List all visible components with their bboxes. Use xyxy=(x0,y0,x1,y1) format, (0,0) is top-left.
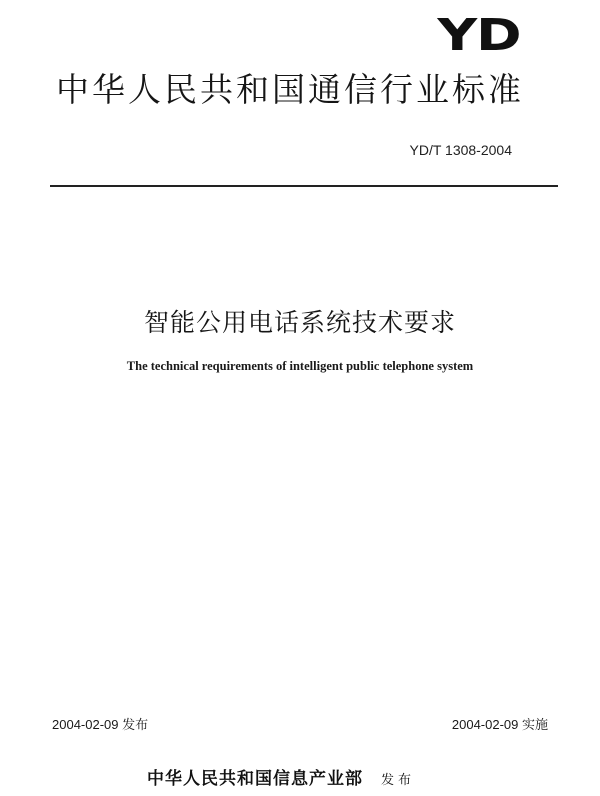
document-title-chinese: 智能公用电话系统技术要求 xyxy=(143,308,456,337)
implementation-date: 2004-02-09 实施 xyxy=(451,717,548,732)
document-title-english: The technical requirements of intelligent public telephone system xyxy=(126,359,474,373)
issue-date: 2004-02-09 发布 xyxy=(52,717,149,732)
publisher-name: 中华人民共和国信息产业部 xyxy=(147,769,363,789)
publisher-line xyxy=(147,764,415,789)
standard-category-title: 中华人民共和国通信行业标准 xyxy=(56,70,524,109)
standard-code: YD/T 1308-2004 xyxy=(409,142,512,158)
standard-logo: YD xyxy=(437,10,520,61)
header-divider xyxy=(50,185,558,187)
publisher-action: 发布 xyxy=(381,773,416,788)
